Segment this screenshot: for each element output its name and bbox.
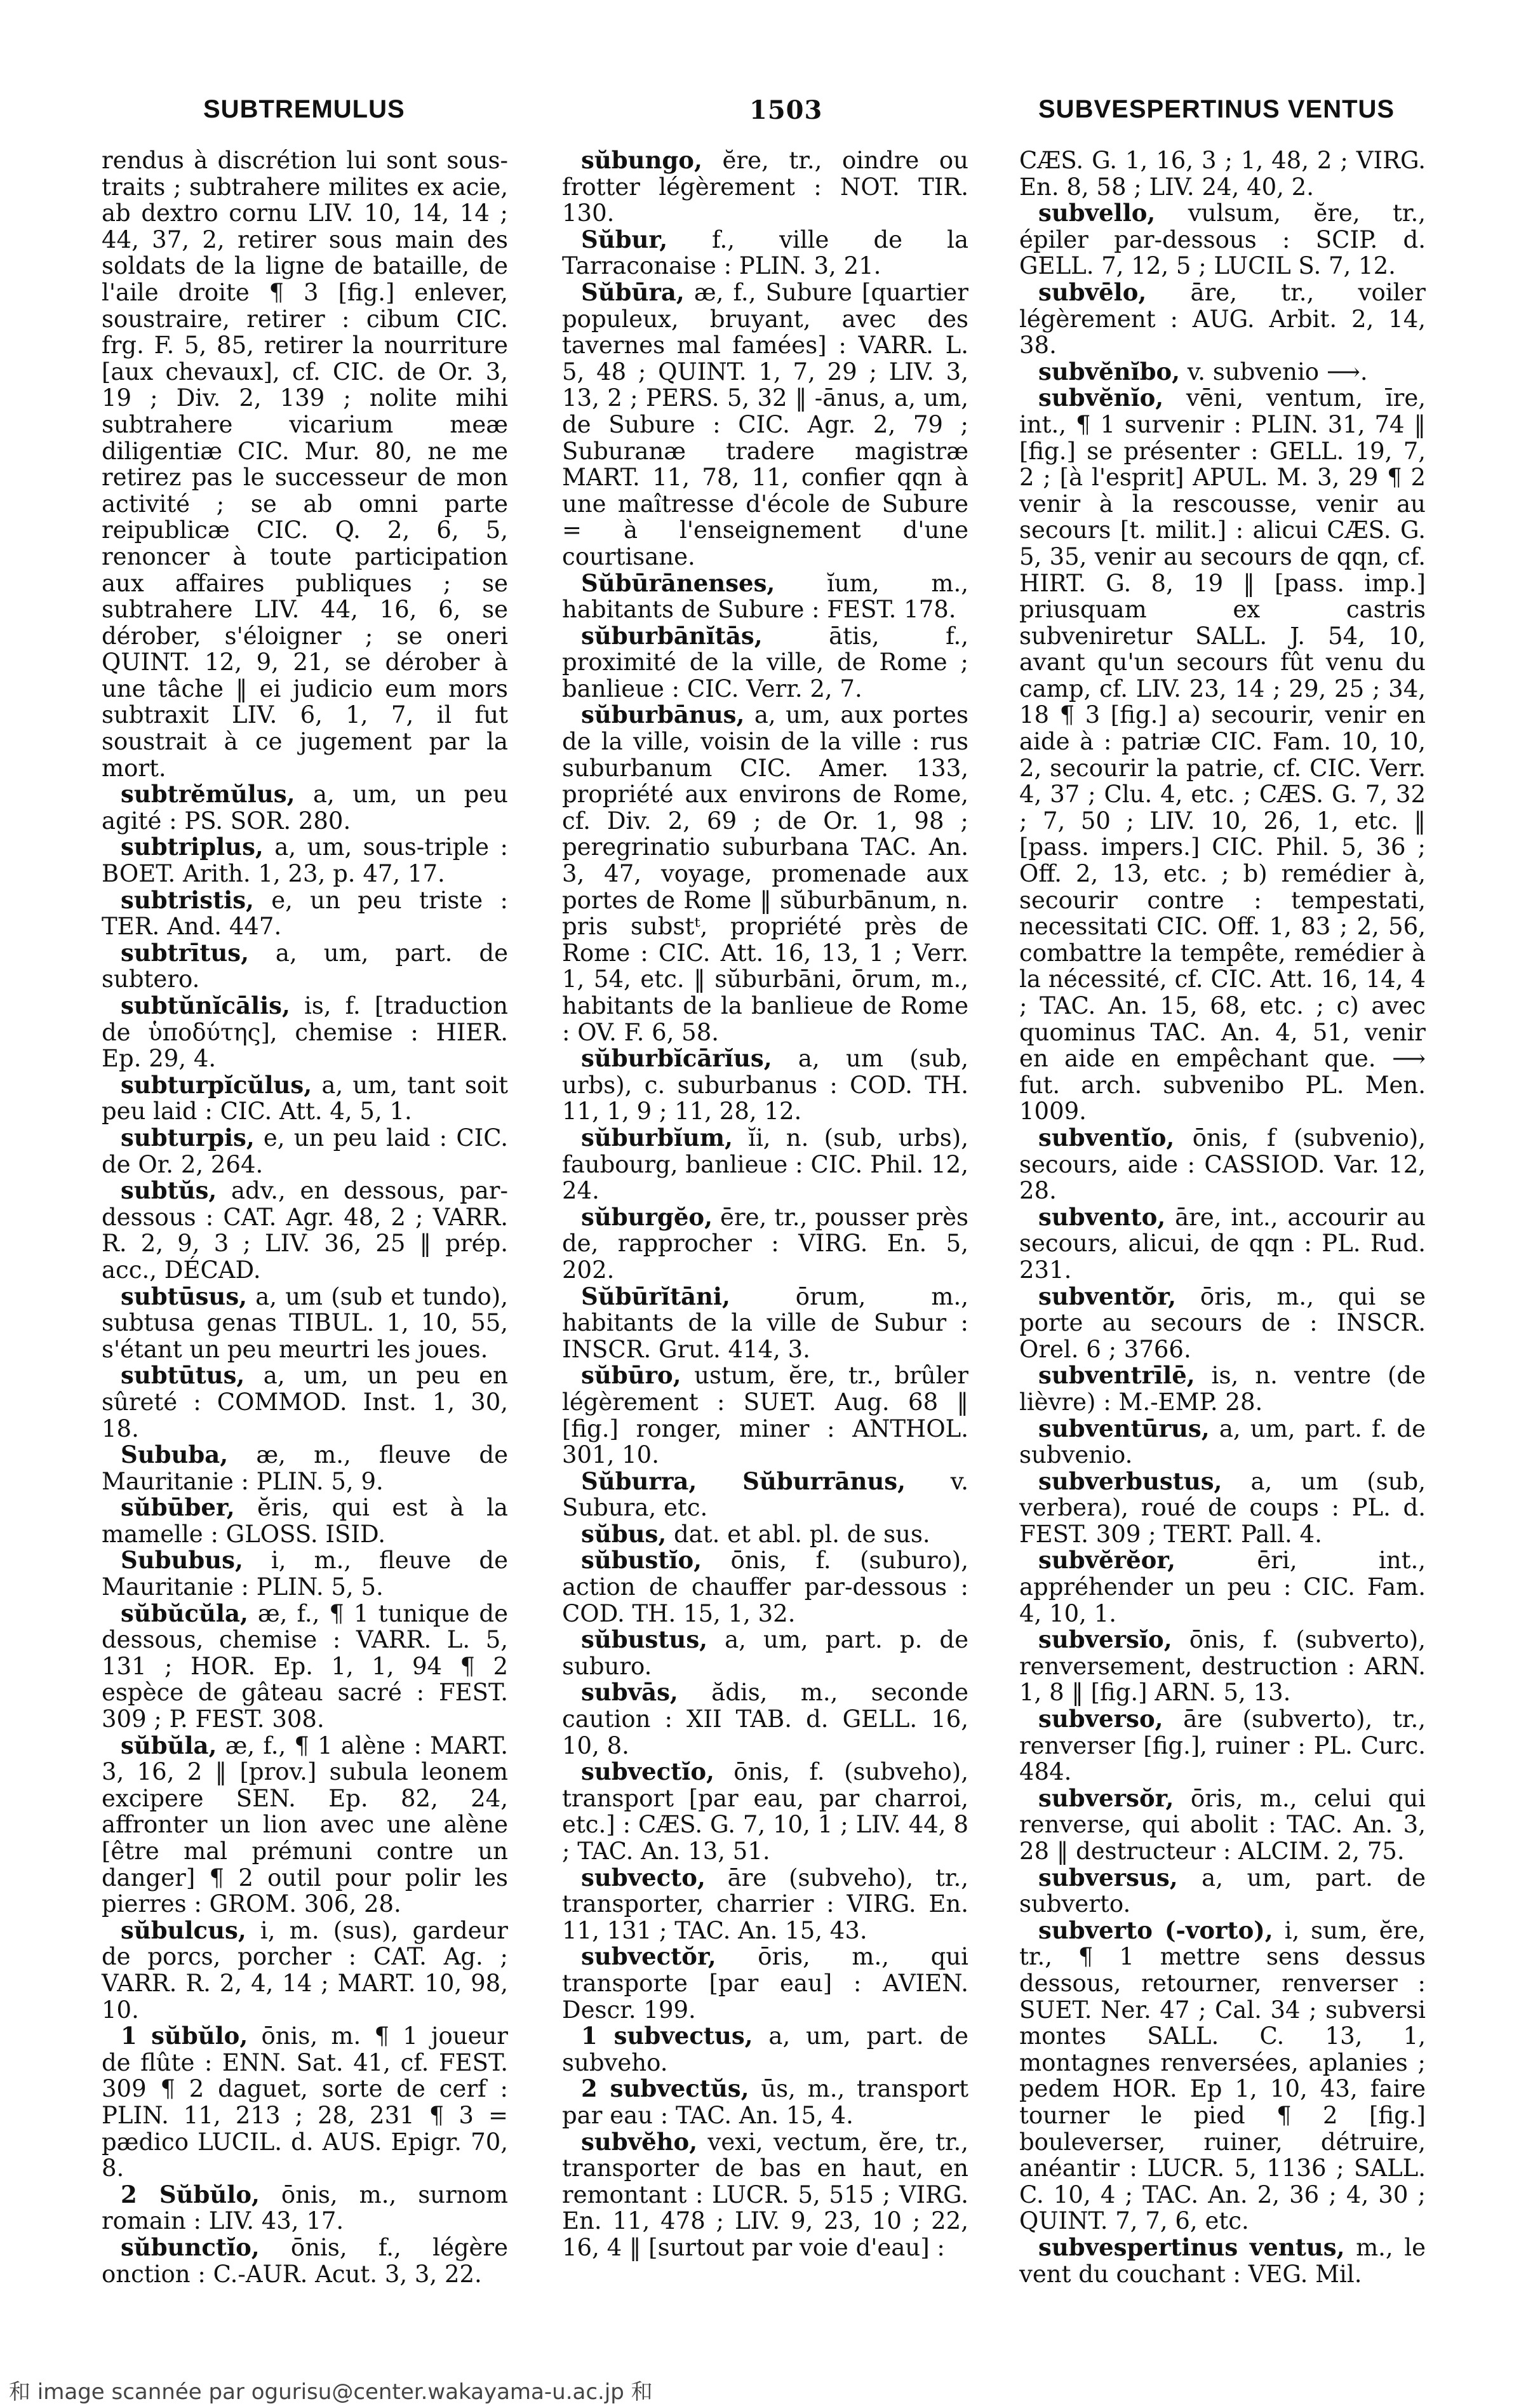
entry-headword: subverto (-vorto), (1038, 1916, 1273, 1944)
entry-text: e, un peu triste : TER. And. 447. (102, 886, 508, 941)
entry-headword: Sŭbūrānenses, (581, 568, 775, 597)
dictionary-entry (102, 2023, 508, 2182)
entry-text: a, um, sous-triple : BOET. Arith. 1, 23, p. 47, 17. (102, 833, 508, 888)
entry-text: adv., en dessous, par-dessous : CAT. Agr. 48, 2 ; VARR. R. 2, 9, 3 ; LIV. 36, 25 ‖ prép. acc., DÉCAD. (102, 1177, 508, 1284)
dictionary-entry (562, 1468, 968, 1521)
entry-text: is, n. ventre (de lièvre) : M.-EMP. 28. (1019, 1362, 1426, 1416)
dictionary-entry (102, 2182, 508, 2235)
entry-headword: subturpĭcŭlus, (121, 1070, 312, 1099)
dictionary-entry (1019, 1125, 1426, 1204)
entry-text: a, um, part. f. de subvenio. (1019, 1415, 1426, 1469)
dictionary-entry (102, 940, 508, 993)
entry-text: ĭum, m., habitants de Subure : FEST. 178. (562, 569, 968, 624)
dictionary-entry (1019, 1865, 1426, 1918)
entry-headword: subventūrus, (1038, 1414, 1210, 1442)
entry-text: v. subvenio ⟶. (1180, 358, 1368, 386)
running-head-right: SUBVESPERTINUS VENTUS (1038, 95, 1395, 123)
dictionary-entry (102, 1601, 508, 1733)
entry-headword: subverbustus, (1038, 1467, 1222, 1495)
entry-text: ădis, m., seconde caution : XII TAB. d. GELL. 16, 10, 8. (562, 1679, 968, 1759)
dictionary-entry (102, 887, 508, 940)
entry-text: ōrum, m., habitants de la ville de Subur : INSCR. Grut. 414, 3. (562, 1282, 968, 1363)
dictionary-entry (1019, 279, 1426, 359)
entry-headword: 1 subvectus, (581, 2022, 753, 2050)
entry-text: i, m., fleuve de Mauritanie : PLIN. 5, 5. (102, 1547, 508, 1601)
dictionary-entry (102, 834, 508, 887)
dictionary-entry (562, 1362, 968, 1468)
dictionary-entry (102, 1284, 508, 1363)
entry-text: i, sum, ĕre, tr., ¶ 1 mettre sens dessus dessous, retourner, renverser : SUET. Ner. 47 ; Cal. 34 ; subversi montes SALL. C. 13, 1, montagnes renversées, aplanies ; pedem HOR. Ep 1, 10, 43, faire tourner le pied ¶ 2 [fig.] bouleverser, ruiner, détruire, anéantir : LUCR. 5, 1136 ; SALL. C. 10, 4 ; TAC. An. 2, 36 ; 4, 30 ; QUINT. 7, 7, 6, etc. (1019, 1916, 1426, 2235)
entry-text: a, um, aux portes de la ville, voisin de la ville : rus suburbanum CIC. Amer. 133, propriété aux environs de Rome, cf. Div. 2, 69 ; de Or. 1, 98 ; peregrinatio suburbana TAC. An. 3, 47, voyage, promenade aux portes de Rome ‖ sŭburbānum, n. pris substᵗ, propriété près de Rome : CIC. Att. 16, 13, 1 ; Verr. 1, 54, etc. ‖ sŭburbāni, ōrum, m., habitants de la banlieue de Rome : OV. F. 6, 58. (562, 701, 968, 1046)
entry-headword: subvās, (581, 1678, 678, 1707)
dictionary-entry (102, 1178, 508, 1283)
entry-headword: sŭbus, (581, 1519, 667, 1548)
dictionary-entry (562, 2076, 968, 2128)
dictionary-entry (1019, 1918, 1426, 2235)
entry-headword: sŭbulcus, (121, 1916, 246, 1944)
dictionary-entry (1019, 200, 1426, 279)
dictionary-entry (562, 1944, 968, 2023)
scan-credit: 和 image scannée par ogurisu@center.wakayama-u.ac.jp 和 (9, 2379, 653, 2405)
entry-text: ōnis, m., surnom romain : LIV. 43, 17. (102, 2181, 508, 2235)
dictionary-entry (562, 1204, 968, 1284)
entry-headword: subvĕrĕor, (1038, 1546, 1176, 1575)
dictionary-entry (1019, 359, 1426, 386)
page-number: 1503 (749, 95, 823, 125)
dictionary-entry (562, 1865, 968, 1944)
entry-text: m., le vent du couchant : VEG. Mil. (1019, 2233, 1426, 2288)
entry-text: āre, int., accourir au secours, alicui, de qqn : PL. Rud. 231. (1019, 1203, 1426, 1284)
dictionary-entry (102, 2235, 508, 2287)
entry-headword: subtrĕmŭlus, (121, 780, 295, 809)
entry-text: v. Subura, etc. (562, 1467, 968, 1522)
entry-text: a, um (sub et tundo), subtusa genas TIBUL. 1, 10, 55, s'étant un peu meurtri les joues. (102, 1282, 508, 1363)
entry-text: ustum, ĕre, tr., brûler légèrement : SUET. Aug. 68 ‖ [fig.] ronger, miner : ANTHOL. 301, 10. (562, 1362, 968, 1469)
entry-headword: sŭbunctĭo, (121, 2233, 260, 2261)
dictionary-entry (1019, 1547, 1426, 1627)
running-head-left: SUBTREMULUS (203, 95, 405, 123)
entry-headword: subturpis, (121, 1123, 255, 1152)
entry-text: a, um, part. p. de suburo. (562, 1626, 968, 1680)
entry-text: ĕre, tr., oindre ou frotter légèrement : NOT. TIR. 130. (562, 147, 968, 227)
entry-headword: subtŭs, (121, 1176, 217, 1205)
dictionary-entry (102, 1125, 508, 1178)
entry-headword: subtūsus, (121, 1282, 248, 1310)
entry-headword: subvento, (1038, 1202, 1166, 1231)
entry-headword: sŭburgĕo, (581, 1202, 713, 1231)
column-1 (102, 147, 508, 2288)
dictionary-entry (562, 147, 968, 227)
entry-text: æ, f., Subure [quartier populeux, bruyant, avec des tavernes mal famées] : VARR. L. 5, 48 ; QUINT. 1, 7, 29 ; LIV. 3, 13, 2 ; PERS. 5, 32 ‖ -ānus, a, um, de Subure : CIC. Agr. 2, 79 ; Suburanæ tradere magistræ MART. 11, 78, 11, confier qqn à une maîtresse d'école de Subure = à l'enseignement d'une courtisane. (562, 278, 968, 570)
column-3 (1019, 147, 1426, 2288)
entry-headword: sŭbungo, (581, 146, 702, 174)
dictionary-entry (562, 623, 968, 702)
entry-headword: Sububa, (121, 1441, 229, 1469)
entry-headword: subtūtus, (121, 1361, 245, 1390)
dictionary-entry (1019, 1627, 1426, 1706)
dictionary-entry (102, 1495, 508, 1547)
entry-text: æ, m., fleuve de Mauritanie : PLIN. 5, 9. (102, 1441, 508, 1495)
dictionary-entry (1019, 1416, 1426, 1468)
entry-headword: sŭburbĭum, (581, 1123, 733, 1152)
entry-headword: sŭbustĭo, (581, 1546, 702, 1575)
dictionary-entry (562, 1547, 968, 1627)
entry-text: āre (subveho), tr., transporter, charrier : VIRG. En. 11, 131 ; TAC. An. 15, 43. (562, 1864, 968, 1944)
entry-headword: subversŏr, (1038, 1784, 1174, 1812)
dictionary-entry (562, 1679, 968, 1759)
entry-headword: 2 Sŭbŭlo, (121, 2180, 260, 2208)
entry-text: a, um (sub, verbera), roué de coups : PL. d. FEST. 309 ; TERT. Pall. 4. (1019, 1467, 1426, 1548)
dictionary-entry (562, 1627, 968, 1679)
entry-headword: sŭbūro, (581, 1361, 681, 1390)
entry-headword: Sŭburra, Sŭburrānus, (581, 1467, 906, 1495)
entry-text: CÆS. G. 1, 16, 3 ; 1, 48, 2 ; VIRG. En. 8, 58 ; LIV. 24, 40, 2. (1019, 147, 1426, 201)
entry-headword: sŭburbānĭtās, (581, 621, 763, 650)
entry-text: e, un peu laid : CIC. de Or. 2, 264. (102, 1124, 508, 1178)
entry-text: ēre, tr., pousser près de, rapprocher : VIRG. En. 5, 202. (562, 1203, 968, 1284)
dictionary-entry (562, 2023, 968, 2076)
entry-text: ātis, f., proximité de la ville, de Rome ; banlieue : CIC. Verr. 2, 7. (562, 622, 968, 702)
dictionary-entry (562, 2129, 968, 2261)
entry-text: ōnis, f (subvenio), secours, aide : CASSIOD. Var. 12, 28. (1019, 1124, 1426, 1205)
entry-text: ōnis, f. (suburo), action de chauffer par-dessous : COD. TH. 15, 1, 32. (562, 1547, 968, 1627)
entry-text: ōnis, f., légère onction : C.-AUR. Acut. 3, 3, 22. (102, 2233, 508, 2288)
dictionary-entry (1019, 1706, 1426, 1785)
entry-headword: sŭburbĭcārĭus, (581, 1044, 772, 1073)
entry-headword: subvectĭo, (581, 1757, 714, 1786)
entry-headword: subtriplus, (121, 833, 264, 861)
entry-headword: 2 subvectŭs, (581, 2074, 749, 2103)
dictionary-entry (562, 227, 968, 279)
entry-text: dat. et abl. pl. de sus. (666, 1520, 930, 1548)
dictionary-entry (562, 1045, 968, 1125)
dictionary-entry (102, 1362, 508, 1442)
dictionary-entry (102, 147, 508, 781)
entry-text: vulsum, ĕre, tr., épiler par-dessous : SCIP. d. GELL. 7, 12, 5 ; LUCIL S. 7, 12. (1019, 199, 1426, 280)
dictionary-entry (102, 1918, 508, 2023)
dictionary-entry (1019, 1204, 1426, 1284)
entry-text: ūs, m., transport par eau : TAC. An. 15, 4. (562, 2075, 968, 2129)
dictionary-entry (102, 1442, 508, 1495)
dictionary-entry (562, 570, 968, 623)
entry-text: ōris, m., qui se porte au secours de : INSCR. Orel. 6 ; 3766. (1019, 1282, 1426, 1363)
dictionary-entry (102, 1072, 508, 1125)
entry-headword: subverso, (1038, 1705, 1163, 1733)
entry-text: a, um, part. de subveho. (562, 2022, 968, 2076)
dictionary-entry (102, 993, 508, 1072)
entry-text: a, um, part. de subverto. (1019, 1864, 1426, 1918)
dictionary-entry (1019, 1284, 1426, 1363)
entry-headword: subventĭo, (1038, 1123, 1175, 1152)
dictionary-entry (1019, 1785, 1426, 1865)
dictionary-entry (102, 1547, 508, 1600)
dictionary-entry (562, 1521, 968, 1548)
entry-text: ōris, m., celui qui renverse, qui abolit : TAC. An. 3, 28 ‖ destructeur : ALCIM. 2, 75. (1019, 1784, 1426, 1865)
entry-text: ōris, m., qui transporte [par eau] : AVIEN. Descr. 199. (562, 1943, 968, 2024)
entry-headword: subvĕho, (581, 2127, 698, 2156)
entry-headword: subtŭnĭcālis, (121, 991, 290, 1019)
entry-headword: subvĕnĭbo, (1038, 357, 1181, 386)
entry-text: ōnis, f. (subverto), renversement, destruction : ARN. 1, 8 ‖ [fig.] ARN. 5, 13. (1019, 1626, 1426, 1707)
entry-headword: Sŭbūrĭtāni, (581, 1282, 730, 1310)
entry-headword: subventŏr, (1038, 1282, 1176, 1310)
entry-headword: sŭbustus, (581, 1625, 708, 1654)
dictionary-entry (1019, 147, 1426, 200)
entry-text: a, um, un peu agité : PS. SOR. 280. (102, 781, 508, 835)
entry-text: ĭi, n. (sub, urbs), faubourg, banlieue : CIC. Phil. 12, 24. (562, 1124, 968, 1205)
column-2 (562, 146, 968, 2261)
dictionary-entry (562, 279, 968, 570)
entry-text: a, um, part. de subtero. (102, 939, 508, 993)
entry-headword: sŭburbānus, (581, 701, 745, 729)
dictionary-entry (102, 781, 508, 834)
entry-headword: 1 sŭbŭlo, (121, 2022, 248, 2050)
entry-headword: subtristis, (121, 885, 254, 914)
entry-text: f., ville de la Tarraconaise : PLIN. 3, 21. (562, 225, 968, 280)
entry-text: i, m. (sus), gardeur de porcs, porcher : CAT. Ag. ; VARR. R. 2, 4, 14 ; MART. 10, 98, 10. (102, 1916, 508, 2024)
entry-headword: sŭbŭla, (121, 1731, 217, 1759)
entry-text: a, um, un peu en sûreté : COMMOD. Inst. 1, 30, 18. (102, 1362, 508, 1442)
dictionary-entry (562, 1125, 968, 1204)
dictionary-entry (562, 1759, 968, 1864)
entry-headword: subvĕnĭo, (1038, 384, 1164, 412)
entry-headword: subtrītus, (121, 938, 249, 967)
entry-text: ēri, int., appréhender un peu : CIC. Fam. 4, 10, 1. (1019, 1547, 1426, 1627)
entry-text: āre (subverto), tr., renverser [fig.], ruiner : PL. Curc. 484. (1019, 1705, 1426, 1786)
entry-headword: subvespertinus ventus, (1038, 2233, 1345, 2261)
entry-headword: subvēlo, (1038, 278, 1147, 306)
entry-text: a, um (sub, urbs), c. suburbanus : COD. TH. 11, 1, 9 ; 11, 28, 12. (562, 1045, 968, 1126)
entry-text: æ, f., ¶ 1 tunique de dessous, chemise : VARR. L. 5, 131 ; HOR. Ep. 1, 1, 94 ¶ 2 espèce de gâteau sacré : FEST. 309 ; P. FEST. 308. (102, 1599, 508, 1733)
dictionary-entry (562, 1284, 968, 1363)
entry-text: ōnis, f. (subveho), transport [par eau, par charroi, etc.] : CÆS. G. 7, 10, 1 ; LIV. 44, 8 ; TAC. An. 13, 51. (562, 1758, 968, 1865)
entry-text: rendus à discrétion lui sont sous-traits ; subtrahere milites ex acie, ab dextro cornu LIV. 10, 14, 14 ; 44, 37, 2, retirer sous main des soldats de la ligne de bataille, de l'aile droite ¶ 3 [fig.] enlever, soustraire, retirer : cibum CIC. frg. F. 5, 85, retirer la nourriture [aux chevaux], cf. CIC. de Or. 3, 19 ; Div. 2, 139 ; nolite mihi subtrahere vicarium meæ diligentiæ CIC. Mur. 80, ne me retirez pas le successeur de mon activité ; se ab omni parte reipublicæ CIC. Q. 2, 6, 5, renoncer à toute participation aux affaires publiques ; se subtrahere LIV. 44, 16, 6, se dérober, s'éloigner ; se oneri QUINT. 12, 9, 21, se dérober à une tâche ‖ ei judicio eum mors subtraxit LIV. 6, 1, 7, il fut soustrait à ce jugement par la mort. (102, 147, 508, 782)
entry-headword: Sŭbur, (581, 225, 668, 253)
dictionary-entry (102, 1733, 508, 1918)
entry-text: is, f. [traduction de ὑποδύτης], chemise : HIER. Ep. 29, 4. (102, 992, 508, 1073)
entry-text: āre, tr., voiler légèrement : AUG. Arbit. 2, 14, 38. (1019, 278, 1426, 360)
entry-headword: Sububus, (121, 1546, 243, 1575)
entry-text: a, um, tant soit peu laid : CIC. Att. 4, 5, 1. (102, 1071, 508, 1126)
dictionary-entry (1019, 2235, 1426, 2287)
entry-text: ōnis, m. ¶ 1 joueur de flûte : ENN. Sat. 41, cf. FEST. 309 ¶ 2 daguet, sorte de cerf : PLIN. 11, 213 ; 28, 231 ¶ 3 = pædico LUCIL. d. AUS. Epigr. 70, 8. (102, 2022, 508, 2182)
dictionary-entry (1019, 1468, 1426, 1548)
entry-headword: sŭbūber, (121, 1493, 235, 1522)
entry-headword: subventrīlē, (1038, 1361, 1195, 1390)
entry-headword: Sŭbūra, (581, 278, 685, 306)
entry-text: vēni, ventum, īre, int., ¶ 1 survenir : PLIN. 31, 74 ‖ [fig.] se présenter : GELL. 19, 7, 2 ; [à l'esprit] APUL. M. 3, 29 ¶ 2 venir à la rescousse, venir au secours [t. milit.] : alicui CÆS. G. 5, 35, venir au secours de qqn, cf. HIRT. G. 8, 19 ‖ [pass. imp.] priusquam ex castris subveniretur SALL. J. 54, 10, avant qu'un secours fût venu du camp, cf. LIV. 23, 14 ; 29, 25 ; 34, 18 ¶ 3 [fig.] a) secourir, venir en aide à : patriæ CIC. Fam. 10, 10, 2, secourir la patrie, cf. CIC. Verr. 4, 37 ; Clu. 4, etc. ; CÆS. G. 7, 32 ; 7, 50 ; LIV. 10, 26, 1, etc. ‖ [pass. impers.] CIC. Phil. 5, 36 ; Off. 2, 13, etc. ; b) remédier à, secourir contre : tempestati, necessitati CIC. Off. 1, 83 ; 2, 56, combattre la tempête, remédier à la nécessité, cf. CIC. Att. 16, 14, 4 ; TAC. An. 15, 68, etc. ; c) avec quominus TAC. An. 4, 51, venir en aide en empêchant que. ⟶ fut. arch. subvenibo PL. Men. 1009. (1019, 384, 1426, 1126)
dictionary-entry (562, 702, 968, 1045)
entry-text: æ, f., ¶ 1 alène : MART. 3, 16, 2 ‖ [prov.] subula leonem excipere SEN. Ep. 82, 24, affronter un lion avec une alène [être mal prémuni contre un danger] ¶ 2 outil pour polir les pierres : GROM. 306, 28. (102, 1731, 508, 1918)
entry-headword: subversus, (1038, 1863, 1178, 1892)
entry-headword: subvectŏr, (581, 1942, 716, 1971)
entry-headword: subvecto, (581, 1863, 706, 1892)
dictionary-entry (1019, 1362, 1426, 1415)
entry-headword: subvello, (1038, 199, 1156, 227)
entry-headword: subversĭo, (1038, 1625, 1172, 1654)
dictionary-entry (1019, 385, 1426, 1125)
entry-text: ĕris, qui est à la mamelle : GLOSS. ISID. (102, 1494, 508, 1548)
entry-text: vexi, vectum, ĕre, tr., transporter de bas en haut, en remontant : LUCR. 5, 515 ; VIRG. En. 11, 478 ; LIV. 9, 23, 10 ; 22, 16, 4 ‖ [surtout par voie d'eau] : (562, 2128, 968, 2261)
entry-headword: sŭbŭcŭla, (121, 1599, 248, 1627)
